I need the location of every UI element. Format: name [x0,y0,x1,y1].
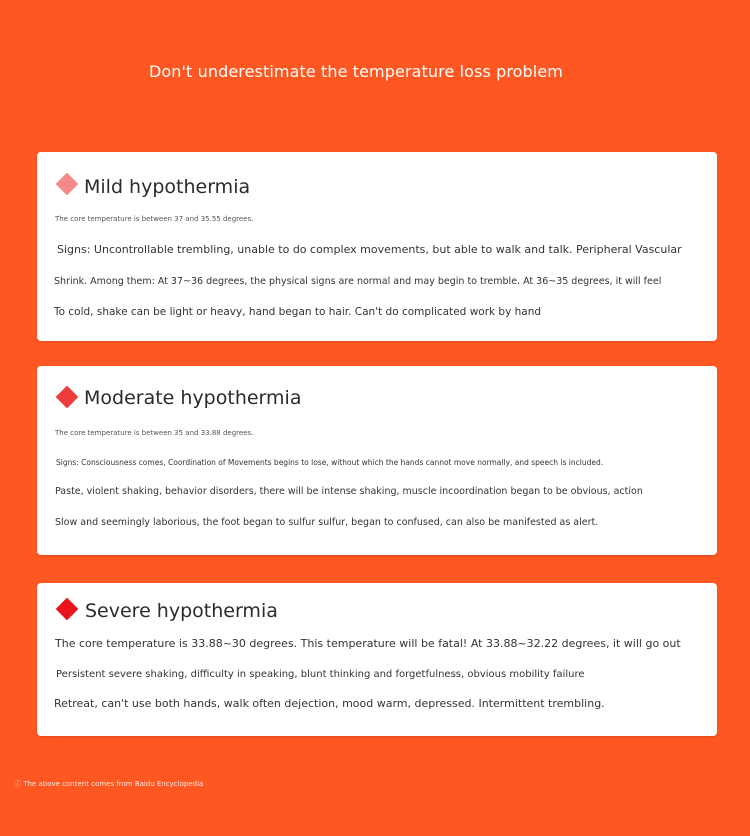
diamond-icon [56,598,79,621]
core-temperature-note: The core temperature is between 35 and 33.88 degrees. [55,429,254,437]
card-title: Severe hypothermia [85,600,278,622]
core-temperature-note: The core temperature is between 37 and 35.55 degrees. [55,215,254,223]
description-line: Signs: Uncontrollable trembling, unable to do complex movements, but able to walk and talk. Peripheral Vascular [57,243,682,256]
source-footnote: ⓘ The above content comes from Baidu Encyclopedia [14,780,204,788]
page-title: Don't underestimate the temperature loss problem [148,62,563,81]
description-line: To cold, shake can be light or heavy, hand began to hair. Can't do complicated work by hand [54,306,542,318]
description-line: Shrink. Among them: At 37~36 degrees, the physical signs are normal and may begin to tremble. At 36~35 degrees, it will feel [54,276,662,287]
moderate-hypothermia-card [37,366,717,555]
card-title: Moderate hypothermia [84,387,302,409]
description-line: Persistent severe shaking, difficulty in speaking, blunt thinking and forgetfulness, obvious mobility failure [56,669,585,680]
description-line: Paste, violent shaking, behavior disorders, there will be intense shaking, muscle incoordination began to be obvious, action [55,486,643,497]
diamond-icon [56,173,79,196]
description-line: Slow and seemingly laborious, the foot began to sulfur sulfur, began to confused, can also be manifested as alert. [55,517,599,528]
mild-hypothermia-card [37,152,717,341]
description-line: Retreat, can't use both hands, walk often dejection, mood warm, depressed. Intermittent trembling. [54,697,605,710]
card-title: Mild hypothermia [84,176,251,198]
description-line: Signs: Consciousness comes, Coordination of Movements begins to lose, without which the hands cannot move normally, and speech is included. [56,458,604,467]
diamond-icon [56,386,79,409]
description-line: The core temperature is 33.88~30 degrees. This temperature will be fatal! At 33.88~32.22 degrees, it will go out [55,637,681,650]
severe-hypothermia-card [37,583,717,736]
